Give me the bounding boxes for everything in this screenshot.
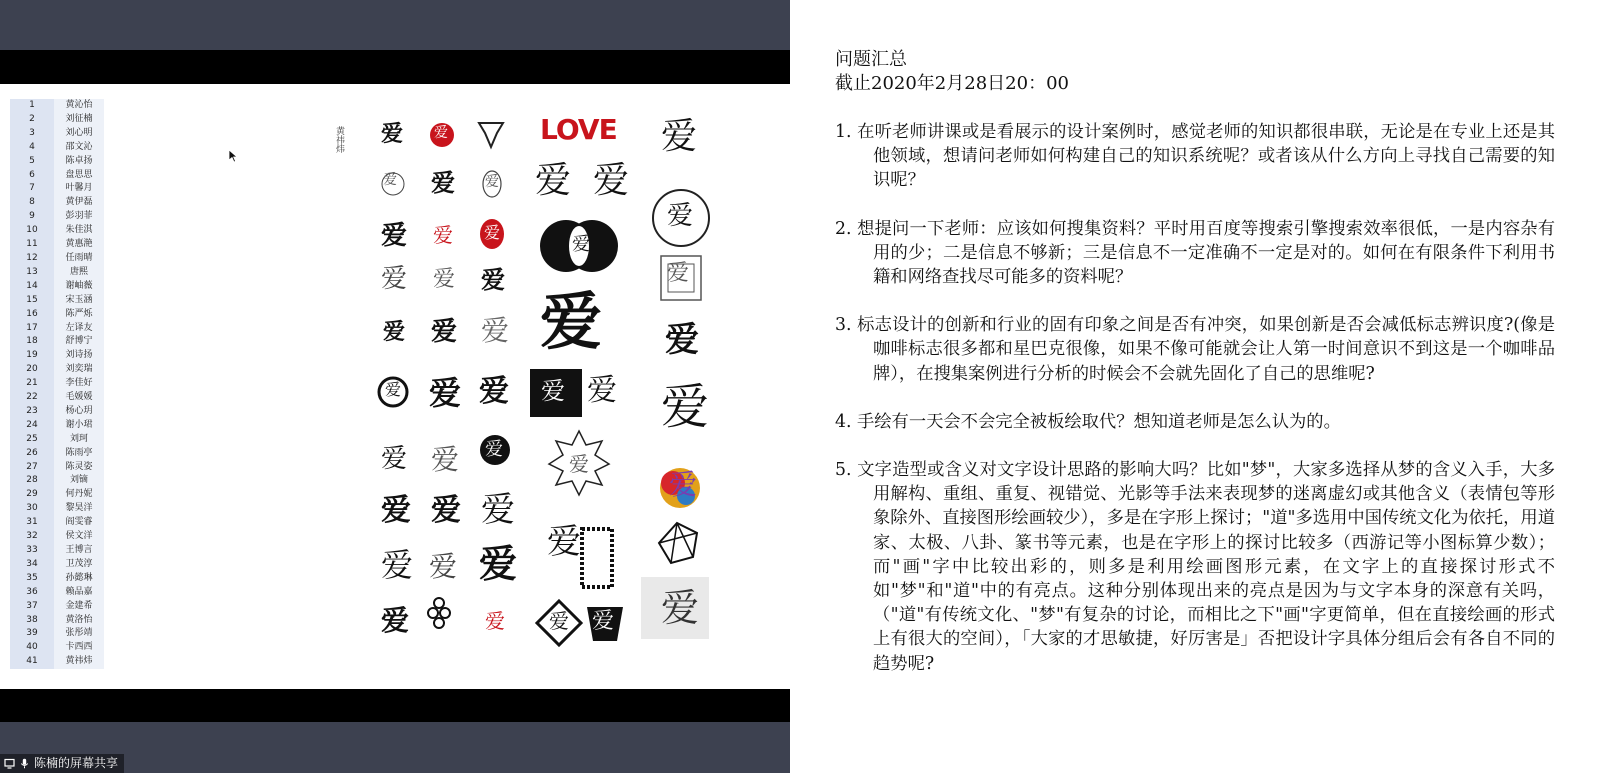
ai-logo: 爱	[661, 116, 698, 157]
student-name: 何丹妮	[54, 488, 104, 502]
row-number: 5	[10, 155, 54, 169]
ai-logo: 爱	[587, 373, 617, 408]
ai-logo: 爱	[485, 174, 499, 190]
row-number: 7	[10, 182, 54, 196]
ai-logo: 爱	[484, 223, 501, 242]
ai-logo: 爱	[381, 604, 410, 637]
name-list-row	[10, 169, 104, 183]
network-logo	[659, 523, 697, 563]
student-name: 陈灵姿	[54, 461, 104, 475]
row-number: 14	[10, 280, 54, 294]
student-name: 刘征楠	[54, 113, 104, 127]
student-name: 王博言	[54, 544, 104, 558]
row-number: 2	[10, 113, 54, 127]
name-list-row	[10, 474, 104, 488]
name-list-row	[10, 294, 104, 308]
ai-logo: 爱	[549, 609, 569, 633]
row-number: 19	[10, 349, 54, 363]
share-status-label: 陈楠的屏幕共享	[34, 756, 119, 770]
ai-logo: 爱	[661, 586, 700, 630]
student-name: 宋玉涵	[54, 294, 104, 308]
shared-slide	[0, 84, 790, 689]
name-list-row	[10, 252, 104, 266]
student-name: 陈严烁	[54, 308, 104, 322]
student-name: 谢岫薇	[54, 280, 104, 294]
row-number: 21	[10, 377, 54, 391]
name-list-row	[10, 363, 104, 377]
name-list-row	[10, 238, 104, 252]
student-name: 谢小珺	[54, 419, 104, 433]
student-name: 毛媛媛	[54, 391, 104, 405]
ai-logo: 爱	[381, 121, 404, 147]
mouse-cursor-icon	[228, 149, 240, 163]
student-name: 刘心明	[54, 127, 104, 141]
student-name: 黄伊磊	[54, 196, 104, 210]
student-name: 孙懿琳	[54, 572, 104, 586]
question-item: 5. 文字造型或含义对文字设计思路的影响大吗？比如"梦"，大家多选择从梦的含义入手，大多用解构、重组、重复、视错觉、光影等手法来表现梦的迷离虚幻或其他含义（表情包等形象除外、直接图形绘画较少），多是在字形上探讨；"道"多选用中国传统文化为依托，用道家、太极、八卦、篆书等元素，也是在字形上的探讨比较多（西游记等小图标算少数）；而"画"字中比较出彩的，则多是利用绘画图形元素，在文字上的直接探讨形式不如"梦"和"道"中的有亮点。这种分别体现出来的亮点是因为与文字本身的深意有关吗，（"道"有传统文化、"梦"有复杂的讨论，而相比之下"画"字更简单，但在直接绘画的形式上有很大的空间），「大家的才思敏捷，好厉害是」否把设计字具体分组后会有各自不同的趋势呢?	[835, 460, 1555, 674]
name-list-row	[10, 99, 104, 113]
student-name: 刘诗扬	[54, 349, 104, 363]
name-list-row	[10, 141, 104, 155]
name-list-row	[10, 266, 104, 280]
ai-logo: 爱	[381, 444, 408, 474]
student-name: 赖品嘉	[54, 586, 104, 600]
row-number: 4	[10, 141, 54, 155]
name-list-row	[10, 391, 104, 405]
student-name: 刘镝	[54, 474, 104, 488]
name-list-row	[10, 224, 104, 238]
row-number: 25	[10, 433, 54, 447]
student-name: 任雨晴	[54, 252, 104, 266]
student-name: 李佳好	[54, 377, 104, 391]
ai-logo: 爱	[592, 609, 615, 634]
ai-logo: 爱	[669, 468, 698, 501]
row-number: 8	[10, 196, 54, 210]
row-number: 9	[10, 210, 54, 224]
row-number: 17	[10, 322, 54, 336]
question-item: 2. 想提问一下老师：应该如何搜集资料？平时用百度等搜索引擎搜索效率很低，一是内容杂有用的少；二是信息不够新；三是信息不一定准确不一定是对的。如何在有限条件下利用书籍和网络查找尽可能多的资料呢？	[835, 218, 1555, 288]
row-number: 29	[10, 488, 54, 502]
student-name: 杨心玥	[54, 405, 104, 419]
row-number: 18	[10, 335, 54, 349]
name-list-row	[10, 433, 104, 447]
question-list	[835, 120, 1555, 676]
question-item: 1. 在听老师讲课或是看展示的设计案例时，感觉老师的知识都很串联，无论是在专业上还是其他领域，想请问老师如何构建自己的知识系统呢？或者该从什么方向上寻找自己需要的知识呢？	[835, 122, 1555, 191]
ai-logo: 爱	[485, 609, 505, 633]
ai-logo: 爱	[572, 234, 590, 255]
student-name: 刘奕瑞	[54, 363, 104, 377]
name-list-row	[10, 488, 104, 502]
ai-logo: 爱	[385, 380, 402, 399]
student-name: 唐熙	[54, 266, 104, 280]
document-title: 问题汇总	[835, 49, 907, 70]
row-number: 22	[10, 391, 54, 405]
name-list-row	[10, 405, 104, 419]
name-list-row	[10, 419, 104, 433]
row-number: 36	[10, 586, 54, 600]
frame-logo	[582, 529, 612, 587]
ai-logo: 爱	[665, 320, 699, 360]
logo-design-collage	[375, 111, 735, 676]
row-number: 31	[10, 516, 54, 530]
ai-logo: 爱	[535, 160, 572, 201]
ai-logo: 爱	[540, 285, 603, 358]
letterbox-top	[0, 50, 790, 84]
ai-logo: 爱	[667, 201, 694, 231]
ai-logo: 爱	[431, 443, 460, 476]
name-list-row	[10, 308, 104, 322]
name-list-row	[10, 586, 104, 600]
row-number: 20	[10, 363, 54, 377]
row-number: 16	[10, 308, 54, 322]
student-name: 舒博宁	[54, 335, 104, 349]
name-list-row	[10, 447, 104, 461]
student-name: 陈卓扬	[54, 155, 104, 169]
row-number: 11	[10, 238, 54, 252]
ai-logo: 爱	[479, 374, 509, 409]
row-number: 38	[10, 614, 54, 628]
name-list-row	[10, 641, 104, 655]
student-name: 卡西西	[54, 641, 104, 655]
student-name: 叶馨月	[54, 182, 104, 196]
ai-logo: 爱	[383, 319, 406, 345]
ai-logo: 爱	[381, 221, 408, 251]
letterbox-bottom	[0, 689, 790, 722]
name-list-row	[10, 572, 104, 586]
student-name: 彭羽菲	[54, 210, 104, 224]
ai-logo: 爱	[481, 490, 515, 530]
student-name-list	[10, 99, 104, 669]
row-number: 30	[10, 502, 54, 516]
student-name: 阎雯睿	[54, 516, 104, 530]
question-item: 3. 标志设计的创新和行业的固有印象之间是否有冲突，如果创新是否会减低标志辨识度?(像是咖啡标志很多都和星巴克很像，如果不像可能就会让人第一时间意识不到这是一个咖啡品牌），在搜集案例进行分析的时候会不会就先固化了自己的思维呢?	[835, 315, 1555, 384]
ai-logo: 爱	[431, 493, 461, 528]
student-name: 卫茂淳	[54, 558, 104, 572]
row-number: 33	[10, 544, 54, 558]
row-number: 28	[10, 474, 54, 488]
chain-logo-2	[428, 608, 438, 618]
row-number: 40	[10, 641, 54, 655]
vertical-name-label: 黄祎炜	[334, 126, 344, 153]
chain-logo-1	[434, 598, 444, 608]
student-name: 黎昊洋	[54, 502, 104, 516]
row-number: 13	[10, 266, 54, 280]
name-list-row	[10, 377, 104, 391]
student-name: 黄洛怡	[54, 614, 104, 628]
row-number: 3	[10, 127, 54, 141]
name-list-row	[10, 544, 104, 558]
ai-logo: 爱	[381, 493, 411, 528]
ai-logo: 爱	[431, 168, 455, 197]
ai-logo: 爱	[381, 546, 414, 584]
ai-logo: 爱	[661, 379, 710, 435]
name-list-row	[10, 600, 104, 614]
name-list-row	[10, 530, 104, 544]
ai-logo: 爱	[485, 439, 503, 460]
row-number: 37	[10, 600, 54, 614]
name-list-row	[10, 461, 104, 475]
ai-logo: 爱	[431, 317, 458, 347]
name-list-row	[10, 280, 104, 294]
ai-logo: 爱	[433, 267, 456, 292]
name-list-row	[10, 155, 104, 169]
student-name: 刘珂	[54, 433, 104, 447]
name-list-row	[10, 322, 104, 336]
screen-share-indicator[interactable]	[0, 754, 124, 773]
student-name: 张彤靖	[54, 627, 104, 641]
chain-logo-3	[440, 608, 450, 618]
student-name: 左译友	[54, 322, 104, 336]
ai-logo: 爱	[383, 172, 397, 188]
screen-icon	[4, 758, 15, 769]
ai-logo: 爱	[433, 223, 453, 247]
row-number: 41	[10, 655, 54, 669]
name-list-row	[10, 335, 104, 349]
row-number: 15	[10, 294, 54, 308]
row-number: 26	[10, 447, 54, 461]
row-number: 27	[10, 461, 54, 475]
chain-logo-4	[434, 618, 444, 628]
ai-logo: 爱	[667, 261, 690, 286]
ai-logo: 爱	[381, 264, 408, 294]
ai-logo: 爱	[481, 314, 510, 347]
name-list-row	[10, 210, 104, 224]
row-number: 10	[10, 224, 54, 238]
row-number: 6	[10, 169, 54, 183]
row-number: 12	[10, 252, 54, 266]
ai-logo: 爱	[547, 522, 581, 562]
name-list-row	[10, 182, 104, 196]
ai-logo: 爱	[434, 125, 448, 141]
row-number: 35	[10, 572, 54, 586]
row-number: 32	[10, 530, 54, 544]
row-number: 34	[10, 558, 54, 572]
name-list-row	[10, 558, 104, 572]
document-date: 截止2020年2月28日20：00	[835, 73, 1069, 94]
ai-logo: 爱	[429, 374, 462, 412]
row-number: 23	[10, 405, 54, 419]
student-name: 黄沁怡	[54, 99, 104, 113]
name-list-row	[10, 627, 104, 641]
screen-share-panel	[0, 0, 790, 773]
name-list-row	[10, 113, 104, 127]
row-number: 1	[10, 99, 54, 113]
ai-logo: 爱	[481, 265, 505, 294]
love-logo: LOVE	[540, 113, 617, 146]
student-name: 侯文洋	[54, 530, 104, 544]
student-name: 金建希	[54, 600, 104, 614]
name-list-row	[10, 502, 104, 516]
ai-logo: 爱	[429, 550, 458, 583]
name-list-row	[10, 614, 104, 628]
name-list-row	[10, 655, 104, 669]
question-item: 4. 手绘有一天会不会完全被板绘取代？想知道老师是怎么认为的。	[835, 411, 1341, 432]
question-summary-document	[835, 48, 1555, 700]
row-number: 39	[10, 627, 54, 641]
name-list-row	[10, 516, 104, 530]
diamond-logo	[479, 123, 503, 147]
student-name: 黄祎炜	[54, 655, 104, 669]
ai-logo: 爱	[479, 541, 518, 586]
student-name: 黄惠滟	[54, 238, 104, 252]
ai-logo: 爱	[541, 377, 565, 405]
student-name: 盘思思	[54, 169, 104, 183]
ai-logo: 爱	[569, 452, 589, 476]
student-name: 陈雨亭	[54, 447, 104, 461]
row-number: 24	[10, 419, 54, 433]
ai-logo: 爱	[593, 160, 630, 201]
student-name: 朱佳淇	[54, 224, 104, 238]
microphone-icon	[19, 758, 30, 769]
student-name: 邵文沁	[54, 141, 104, 155]
name-list-row	[10, 349, 104, 363]
name-list-row	[10, 127, 104, 141]
name-list-row	[10, 196, 104, 210]
